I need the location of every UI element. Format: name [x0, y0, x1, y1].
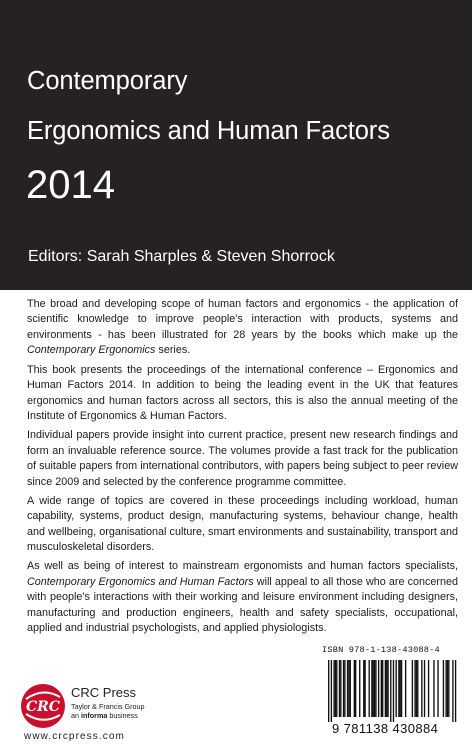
barcode-bar — [443, 660, 444, 717]
barcode-bar — [333, 660, 334, 717]
business-name: informa — [81, 711, 108, 720]
barcode-bar — [447, 660, 448, 717]
barcode-bar — [328, 660, 329, 722]
barcode-bar — [381, 660, 382, 717]
barcode-bar — [400, 660, 401, 717]
isbn-label: ISBN 978-1-138-43088-4 — [322, 645, 440, 655]
barcode-bar — [387, 660, 388, 717]
barcode-bar — [416, 660, 417, 717]
publisher-url: www.crcpress.com — [24, 731, 125, 742]
barcode-bar — [445, 660, 446, 717]
barcode-bar — [371, 660, 372, 717]
barcode-bar — [374, 660, 375, 717]
blurb-p1-text: The broad and developing scope of human factors and ergonomics - the application of scientific knowledge to improve people's interaction with products, systems and environments - has been illustrated for 28 years by the books which make up the — [27, 298, 458, 341]
barcode-bar — [421, 660, 422, 717]
barcode-bar — [336, 660, 337, 717]
blurb-paragraph-4: A wide range of topics are covered in these proceedings including workload, human capability, systems, product design, manufacturing systems, behaviour change, health and wellbeing, organisational culture, smart environments and sustainability, transport and musculoskeletal disorders. — [27, 494, 458, 554]
barcode-bar — [363, 660, 364, 717]
barcode-bar — [344, 660, 345, 717]
barcode-bar — [424, 660, 425, 717]
barcode-bar — [398, 660, 399, 717]
barcode-bar — [448, 660, 449, 717]
barcode-bar — [354, 660, 355, 717]
barcode-bar — [396, 660, 397, 717]
title-line-1: Contemporary — [27, 67, 188, 95]
barcode-bar — [412, 660, 413, 717]
blurb-paragraph-2: This book presents the proceedings of the international conference – Ergonomics and Human Factors 2014. In addition to being the leading event in the UK that features ergonomics and human factors across all sectors, this is also the annual meeting of the Institute of Ergonomics & Human Factors. — [27, 363, 458, 422]
barcode-bar — [401, 660, 402, 717]
book-title-italic: Contemporary Ergonomics and Human Factors — [27, 575, 254, 588]
barcode-bar — [385, 660, 386, 717]
barcode-bar — [364, 660, 365, 717]
editors-line: Editors: Sarah Sharples & Steven Shorrock — [28, 248, 335, 265]
barcode-bar — [382, 660, 383, 717]
blurb-p5-end: will appeal to all those who are concerned with people's interactions with their working and leisure environment including designers, manufacturing and production engineers, health and safety specialists, occupational, applied and industrial psychologists, and applied physiologists. — [27, 575, 459, 635]
blurb-paragraph-3: Individual papers provide insight into current practice, present new research findings and form an invaluable reference source. The volumes provide a fast track for the publication of suitable papers from international contributors, with papers being subject to peer review since 2009 and selected by the conference programme committee. — [27, 429, 458, 488]
barcode-bar — [437, 660, 438, 717]
barcode-bar — [339, 660, 340, 717]
barcode-bar — [433, 660, 434, 717]
logo-text: CRC — [26, 699, 60, 715]
barcode-bar — [390, 660, 391, 722]
barcode-bar — [386, 660, 387, 717]
barcode-bar — [355, 660, 356, 717]
barcode-bar — [417, 660, 418, 717]
barcode-bar — [347, 660, 348, 717]
barcode-bar — [378, 660, 379, 717]
barcode-bar — [414, 660, 415, 717]
publisher-business — [71, 711, 138, 720]
barcode-bar — [348, 660, 349, 717]
barcode-bar — [335, 660, 336, 717]
cover-header — [0, 0, 472, 290]
title-line-2: Ergonomics and Human Factors — [27, 117, 390, 145]
barcode-bar — [452, 660, 453, 722]
barcode-bar — [405, 660, 406, 717]
barcode-bar — [359, 660, 360, 717]
title-year: 2014 — [26, 163, 115, 207]
publisher-name: CRC Press — [71, 685, 137, 700]
blurb-p1-end: series. — [155, 344, 191, 357]
barcode-bar — [393, 660, 394, 722]
business-prefix: an — [71, 711, 81, 720]
blurb-paragraph-5 — [27, 559, 458, 636]
barcode-bars — [322, 660, 462, 722]
barcode-bar — [369, 660, 370, 717]
blurb-p5-text: As well as being of interest to mainstream ergonomists and human factors specialists, — [27, 560, 458, 573]
barcode-digits: 9 781138 430884 — [332, 721, 439, 736]
publisher-group: Taylor & Francis Group — [71, 702, 145, 711]
blurb-paragraph-1 — [27, 297, 458, 359]
series-name: Contemporary Ergonomics — [27, 344, 156, 357]
crc-press-logo-icon — [20, 683, 66, 729]
barcode-bar — [340, 660, 341, 717]
barcode-bar — [375, 660, 376, 717]
barcode-bar — [331, 660, 332, 722]
blurb — [27, 297, 458, 641]
business-suffix: business — [107, 711, 138, 720]
barcode-bar — [428, 660, 429, 717]
barcode-bar — [343, 660, 344, 717]
barcode-bar — [373, 660, 374, 717]
barcode-bar — [455, 660, 456, 722]
barcode-bar — [350, 660, 351, 717]
